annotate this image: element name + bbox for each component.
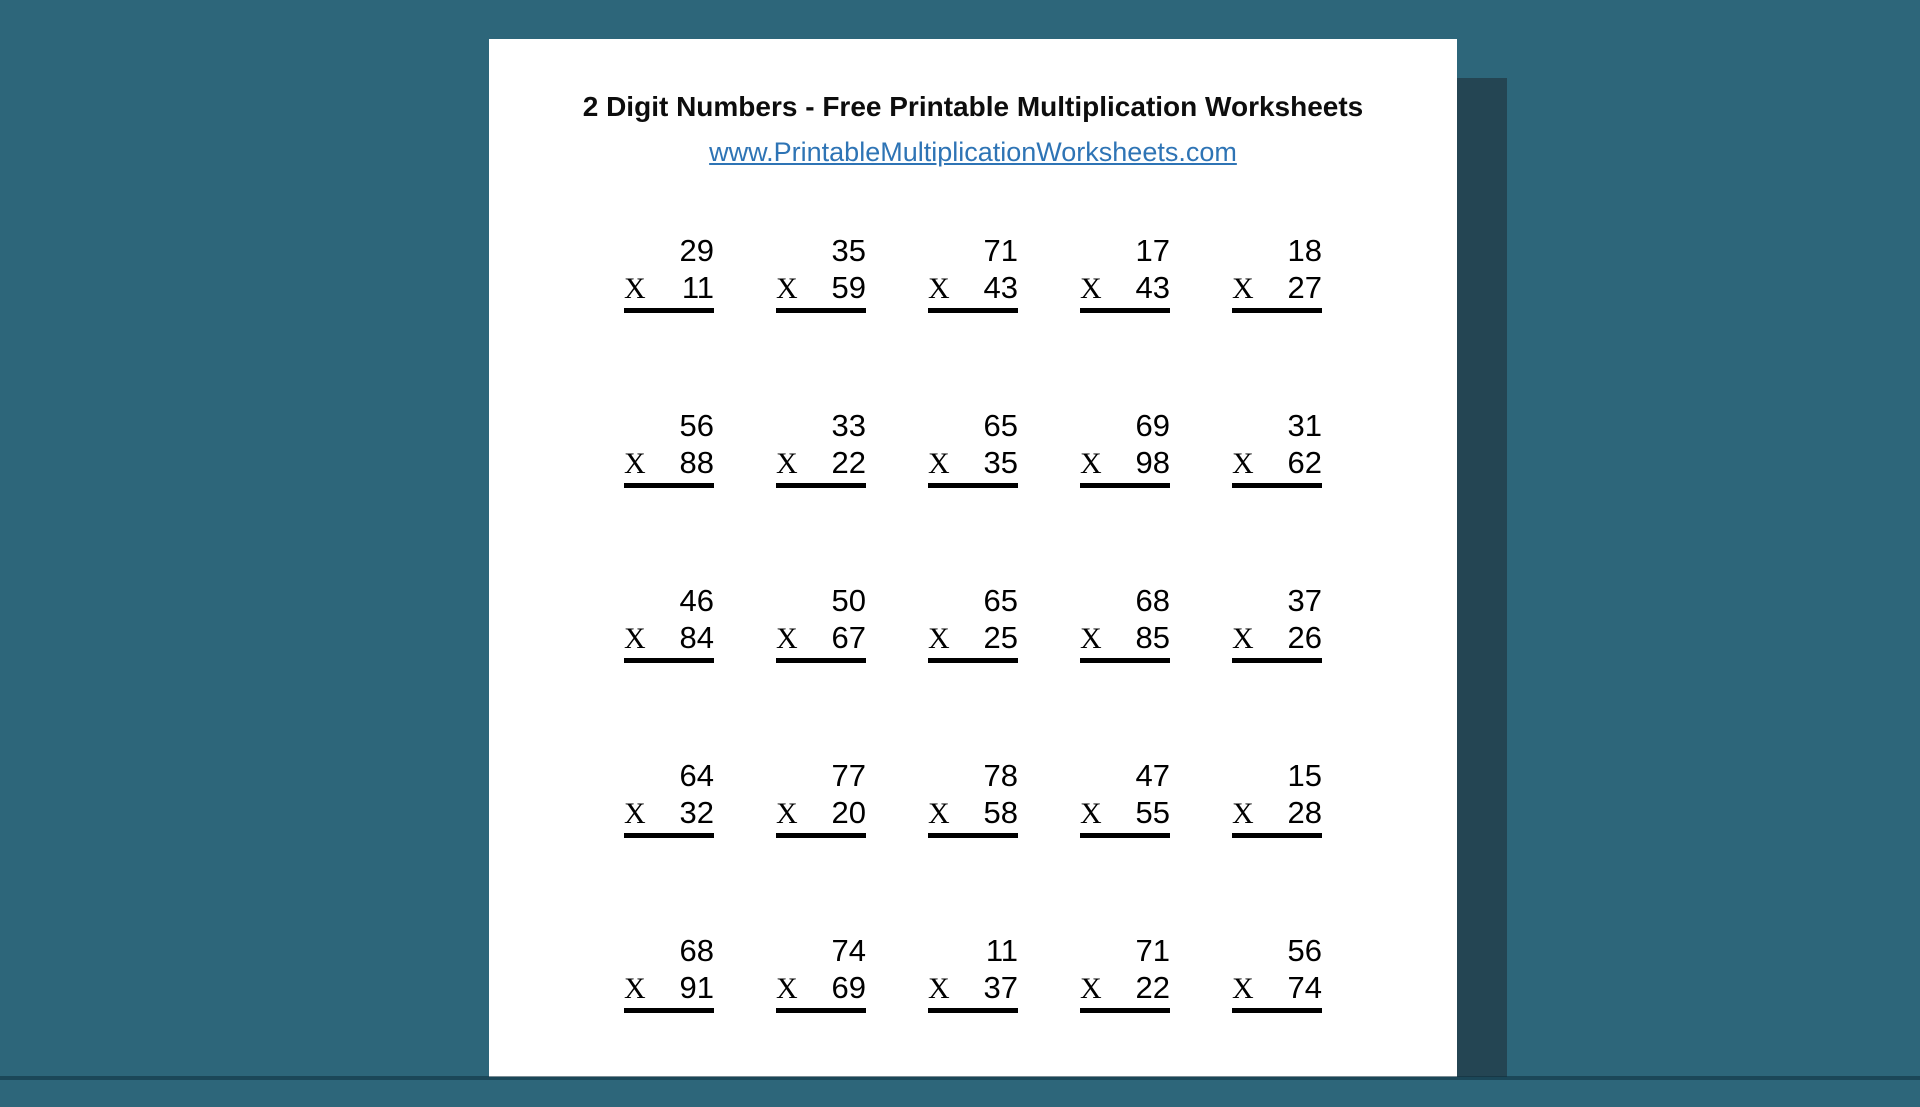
multiply-operator: X	[1232, 447, 1254, 480]
multiplier: 62	[1287, 445, 1322, 480]
multiplier: 20	[831, 795, 866, 830]
multiply-operator: X	[928, 797, 950, 830]
multiplication-problem	[624, 232, 714, 407]
answer-line	[776, 483, 866, 488]
multiplier: 11	[681, 270, 714, 305]
multiplicand: 47	[1135, 758, 1170, 793]
operator-and-multiplier	[776, 794, 866, 831]
multiplicand: 56	[679, 408, 714, 443]
multiplication-problem	[776, 932, 866, 1107]
answer-line	[928, 658, 1018, 663]
operator-and-multiplier	[1232, 269, 1322, 306]
multiplicand: 50	[831, 583, 866, 618]
answer-line	[624, 483, 714, 488]
answer-line	[776, 658, 866, 663]
problems-row	[489, 407, 1457, 582]
multiplier: 26	[1287, 620, 1322, 655]
multiply-operator: X	[928, 272, 950, 305]
multiplier: 22	[831, 445, 866, 480]
operator-and-multiplier	[624, 444, 714, 481]
answer-line	[1232, 833, 1322, 838]
multiplicand: 37	[1287, 583, 1322, 618]
operator-and-multiplier	[1232, 794, 1322, 831]
answer-line	[776, 1008, 866, 1013]
multiplication-problem	[1080, 407, 1170, 582]
operator-and-multiplier	[928, 794, 1018, 831]
multiplication-problem	[928, 232, 1018, 407]
multiplication-problem	[928, 407, 1018, 582]
problems-row	[489, 932, 1457, 1107]
multiply-operator: X	[624, 447, 646, 480]
answer-line	[928, 1008, 1018, 1013]
operator-and-multiplier	[1080, 794, 1170, 831]
problems-row	[489, 232, 1457, 407]
multiply-operator: X	[776, 272, 798, 305]
multiplicand: 17	[1135, 233, 1170, 268]
multiplicand: 74	[831, 933, 866, 968]
problems-grid	[489, 232, 1457, 1107]
multiply-operator: X	[1232, 272, 1254, 305]
operator-and-multiplier	[928, 444, 1018, 481]
multiplication-problem	[624, 407, 714, 582]
multiply-operator: X	[1080, 972, 1102, 1005]
multiply-operator: X	[1080, 797, 1102, 830]
multiplication-problem	[624, 757, 714, 932]
multiplicand: 77	[831, 758, 866, 793]
multiplier: 67	[831, 620, 866, 655]
multiply-operator: X	[928, 622, 950, 655]
multiplier: 84	[679, 620, 714, 655]
answer-line	[624, 1008, 714, 1013]
answer-line	[928, 483, 1018, 488]
operator-and-multiplier	[928, 969, 1018, 1006]
multiply-operator: X	[624, 797, 646, 830]
operator-and-multiplier	[776, 619, 866, 656]
screen-bottom-edge	[0, 1076, 1920, 1080]
operator-and-multiplier	[624, 619, 714, 656]
multiplication-problem	[776, 232, 866, 407]
multiplication-problem	[928, 582, 1018, 757]
operator-and-multiplier	[928, 269, 1018, 306]
multiplication-problem	[624, 582, 714, 757]
multiplier: 58	[983, 795, 1018, 830]
answer-line	[1232, 658, 1322, 663]
multiplier: 25	[983, 620, 1018, 655]
multiplicand: 35	[831, 233, 866, 268]
answer-line	[624, 833, 714, 838]
multiplier: 22	[1135, 970, 1170, 1005]
multiplicand: 64	[679, 758, 714, 793]
answer-line	[624, 658, 714, 663]
multiplication-problem	[1080, 582, 1170, 757]
multiplication-problem	[1232, 932, 1322, 1107]
operator-and-multiplier	[1232, 444, 1322, 481]
multiplier: 28	[1287, 795, 1322, 830]
multiplicand: 69	[1135, 408, 1170, 443]
multiplication-problem	[928, 757, 1018, 932]
multiply-operator: X	[928, 447, 950, 480]
multiplicand: 11	[985, 933, 1018, 968]
multiply-operator: X	[1080, 447, 1102, 480]
multiplicand: 56	[1287, 933, 1322, 968]
multiplicand: 46	[679, 583, 714, 618]
multiplicand: 65	[983, 583, 1018, 618]
answer-line	[1080, 483, 1170, 488]
answer-line	[1080, 1008, 1170, 1013]
multiplication-problem	[776, 407, 866, 582]
multiply-operator: X	[776, 797, 798, 830]
multiplicand: 71	[1135, 933, 1170, 968]
multiplier: 55	[1135, 795, 1170, 830]
problems-row	[489, 757, 1457, 932]
multiplication-problem	[776, 582, 866, 757]
multiplier: 91	[679, 970, 714, 1005]
operator-and-multiplier	[776, 269, 866, 306]
multiplicand: 15	[1287, 758, 1322, 793]
operator-and-multiplier	[624, 794, 714, 831]
multiplication-problem	[1232, 232, 1322, 407]
multiplication-problem	[928, 932, 1018, 1107]
answer-line	[928, 833, 1018, 838]
answer-line	[776, 308, 866, 313]
operator-and-multiplier	[776, 969, 866, 1006]
multiplicand: 68	[679, 933, 714, 968]
multiplication-problem	[1232, 757, 1322, 932]
answer-line	[1232, 483, 1322, 488]
multiplier: 32	[679, 795, 714, 830]
answer-line	[1080, 833, 1170, 838]
multiplication-problem	[1080, 932, 1170, 1107]
multiply-operator: X	[1080, 272, 1102, 305]
operator-and-multiplier	[624, 969, 714, 1006]
multiply-operator: X	[1232, 797, 1254, 830]
website-link[interactable]: www.PrintableMultiplicationWorksheets.com	[709, 137, 1237, 167]
answer-line	[1232, 1008, 1322, 1013]
multiplier: 35	[983, 445, 1018, 480]
multiply-operator: X	[624, 272, 646, 305]
operator-and-multiplier	[1080, 969, 1170, 1006]
multiply-operator: X	[624, 972, 646, 1005]
answer-line	[776, 833, 866, 838]
multiplicand: 78	[983, 758, 1018, 793]
multiply-operator: X	[624, 622, 646, 655]
worksheet-page	[489, 39, 1457, 1077]
multiplier: 43	[983, 270, 1018, 305]
multiply-operator: X	[776, 622, 798, 655]
multiplier: 98	[1135, 445, 1170, 480]
multiply-operator: X	[776, 447, 798, 480]
multiplicand: 18	[1287, 233, 1322, 268]
answer-line	[1080, 658, 1170, 663]
answer-line	[624, 308, 714, 313]
multiply-operator: X	[1232, 622, 1254, 655]
multiplication-problem	[1232, 407, 1322, 582]
operator-and-multiplier	[1080, 444, 1170, 481]
multiplier: 27	[1287, 270, 1322, 305]
multiplicand: 65	[983, 408, 1018, 443]
answer-line	[1080, 308, 1170, 313]
multiplier: 37	[983, 970, 1018, 1005]
operator-and-multiplier	[1232, 969, 1322, 1006]
operator-and-multiplier	[624, 269, 714, 306]
operator-and-multiplier	[1080, 619, 1170, 656]
operator-and-multiplier	[776, 444, 866, 481]
multiplication-problem	[1080, 232, 1170, 407]
multiplicand: 33	[831, 408, 866, 443]
operator-and-multiplier	[928, 619, 1018, 656]
multiply-operator: X	[776, 972, 798, 1005]
answer-line	[928, 308, 1018, 313]
multiplier: 43	[1135, 270, 1170, 305]
operator-and-multiplier	[1080, 269, 1170, 306]
problems-row	[489, 582, 1457, 757]
multiplicand: 68	[1135, 583, 1170, 618]
page-title: 2 Digit Numbers - Free Printable Multiplication Worksheets	[582, 91, 1364, 122]
multiplicand: 31	[1287, 408, 1322, 443]
operator-and-multiplier	[1232, 619, 1322, 656]
multiplication-problem	[624, 932, 714, 1107]
multiplier: 88	[679, 445, 714, 480]
multiplier: 85	[1135, 620, 1170, 655]
multiplicand: 71	[983, 233, 1018, 268]
multiplier: 74	[1287, 970, 1322, 1005]
multiplier: 59	[831, 270, 866, 305]
multiplicand: 29	[679, 233, 714, 268]
multiply-operator: X	[1232, 972, 1254, 1005]
answer-line	[1232, 308, 1322, 313]
multiply-operator: X	[928, 972, 950, 1005]
multiplication-problem	[776, 757, 866, 932]
multiplier: 69	[831, 970, 866, 1005]
multiplication-problem	[1080, 757, 1170, 932]
multiply-operator: X	[1080, 622, 1102, 655]
multiplication-problem	[1232, 582, 1322, 757]
